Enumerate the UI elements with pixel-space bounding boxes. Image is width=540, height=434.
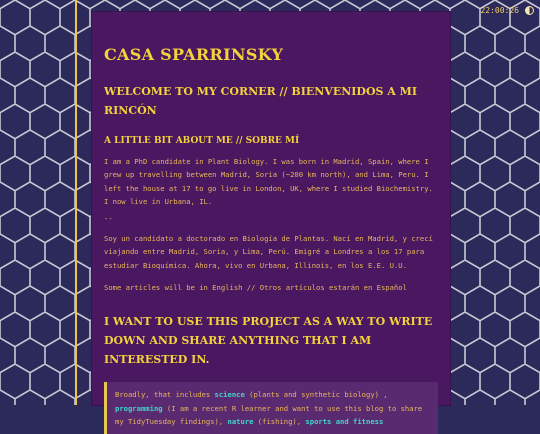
- about-spanish-paragraph: Soy un candidato a doctorado en Biología de Plantas. Nací en Madrid, y crecí viajando entre Madrid, Soria, y Lima, Perú. Emigré a Londres a los 17 para estudiar Bioquímica. Ahora, vivo en Urbana, Illinois, en los E.E. U.U.: [104, 234, 433, 270]
- welcome-heading: WELCOME TO MY CORNER // BIENVENIDOS A MI RINCÓN: [104, 85, 417, 117]
- status-bar: [480, 3, 534, 17]
- interests-callout: [104, 382, 438, 434]
- sidebar-accent-line: [75, 0, 77, 405]
- about-english-paragraph: I am a PhD candidate in Plant Biology. I was born in Madrid, Spain, where I grew up travelling between Madrid, Soria (~200 km north), and Lima, Peru. I left the house at 17 to go live in London, UK, where I studied Biochemistry. I now live in Urbana, IL.: [104, 157, 433, 206]
- keyword-sports-fitness: sports and fitness: [305, 416, 384, 426]
- site-title[interactable]: CASA SPARRINSKY: [104, 45, 284, 64]
- callout-intro: Broadly, that includes: [115, 390, 215, 400]
- language-note: Some articles will be in English // Otros artículos estarán en Español: [104, 283, 407, 293]
- about-heading: A LITTLE BIT ABOUT ME // SOBRE MÍ: [104, 136, 300, 146]
- clock: 22:00:26: [480, 5, 519, 15]
- separator: --: [104, 214, 113, 224]
- project-heading: I WANT TO USE THIS PROJECT AS A WAY TO WRITE DOWN AND SHARE ANYTHING THAT I AM INTERESTED IN.: [104, 315, 433, 367]
- keyword-programming: programming: [115, 403, 163, 413]
- main-content: [92, 12, 450, 426]
- keyword-science: science: [214, 390, 245, 400]
- callout-text-programming: (I am a recent R learner and want to use this blog to share my TidyTuesday findings),: [115, 403, 423, 426]
- callout-text-science: (plants and synthetic biology) ,: [244, 390, 388, 400]
- keyword-nature: nature: [227, 416, 254, 426]
- dark-mode-toggle-icon[interactable]: [525, 6, 534, 15]
- callout-text-nature: (fishing),: [253, 416, 306, 426]
